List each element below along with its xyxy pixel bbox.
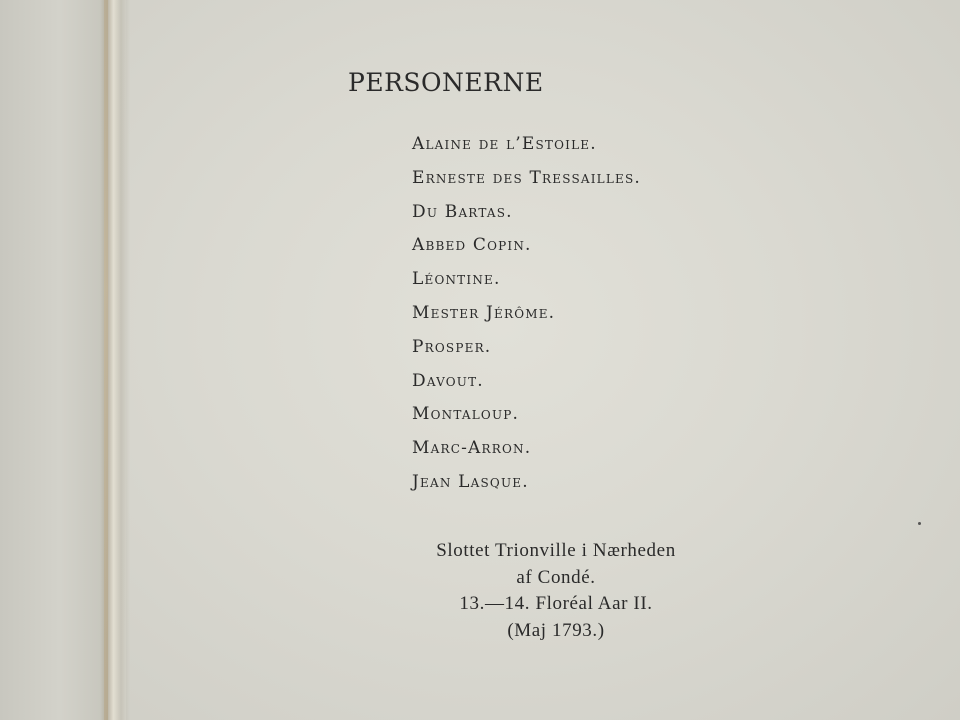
character-name: Mester Jérôme.: [412, 302, 556, 323]
setting-line: 13.—14. Floréal Aar II.: [459, 593, 653, 614]
page-heading: PERSONERNE: [348, 68, 544, 97]
character-name: Léontine.: [412, 269, 501, 290]
left-page: [0, 0, 108, 720]
setting-block: [396, 538, 716, 644]
character-name: Alaine de l’Estoile.: [412, 134, 597, 154]
setting-line: (Maj 1793.): [507, 619, 605, 641]
character-list: [412, 130, 641, 502]
character-name: Davout.: [412, 370, 484, 391]
character-name: Marc-Arron.: [412, 438, 532, 459]
character-name: Prosper.: [412, 336, 492, 357]
gutter-fold: [104, 0, 108, 720]
character-name: Montaloup.: [412, 404, 520, 425]
character-name: Jean Lasque.: [412, 471, 529, 492]
setting-line: af Condé.: [516, 566, 596, 588]
paper-speck: [918, 522, 921, 525]
setting-line: Slottet Trionville i Nærheden: [436, 540, 676, 561]
character-name: Erneste des Tressailles.: [412, 167, 641, 188]
character-name: Du Bartas.: [412, 201, 513, 222]
character-name: Abbed Copin.: [412, 235, 532, 256]
